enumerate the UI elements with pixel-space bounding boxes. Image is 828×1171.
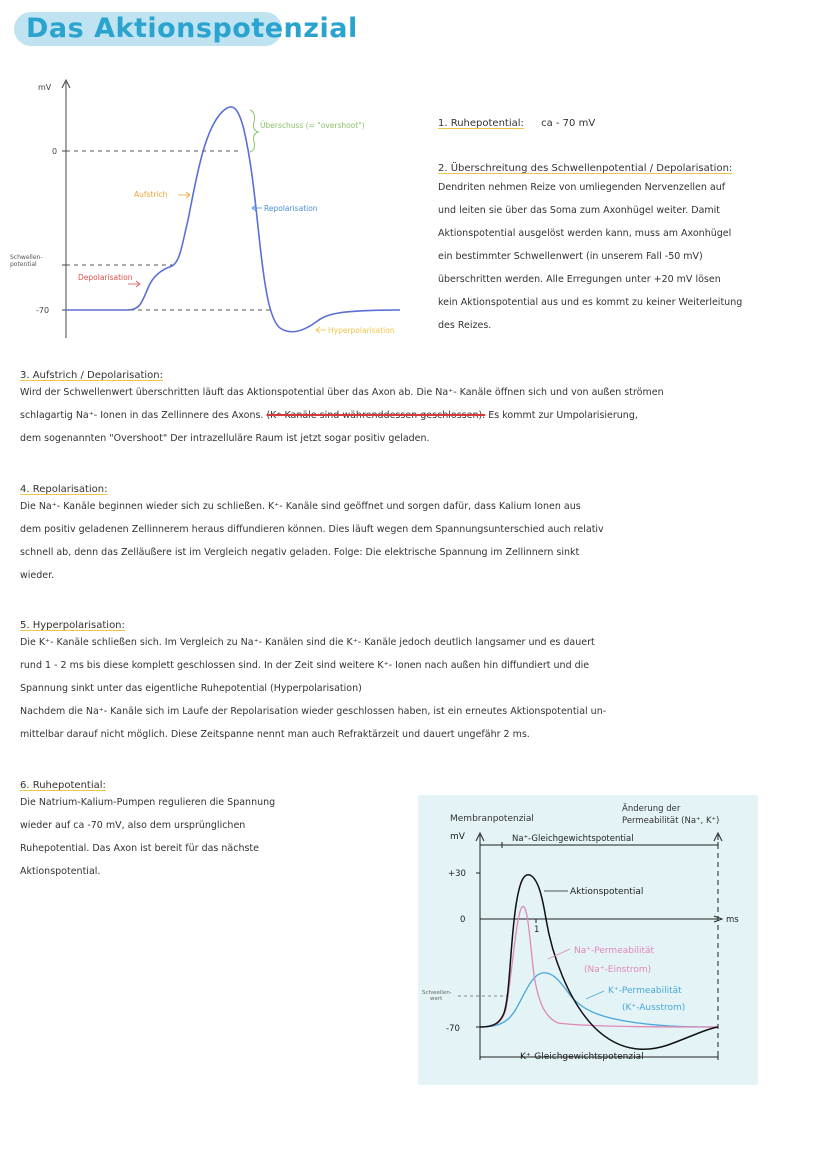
- chart2-label-membran: Membranpotenzial: [450, 814, 534, 824]
- section-5: [20, 620, 810, 746]
- chart1-label-hyper: Hyperpolarisation: [328, 326, 395, 335]
- section-3-line-2a: schlagartig Na⁺- Ionen in das Zellinnere des Axons.: [20, 410, 264, 421]
- chart1-tick-70: -70: [36, 306, 50, 315]
- chart2-label-na-gg: Na⁺-Gleichgewichtspotential: [512, 834, 634, 844]
- section-2: [438, 163, 786, 337]
- section-3-line-2: [20, 404, 810, 427]
- chart2-xlabel: ms: [726, 915, 739, 925]
- section-4-line: schnell ab, denn das Zelläußere ist im Vergleich negativ geladen. Folge: Die elektrische Spannung im Zellinnern sinkt: [20, 547, 580, 558]
- permeability-chart: [418, 795, 758, 1085]
- section-4-heading: 4. Repolarisation:: [20, 484, 108, 495]
- section-2-line: überschritten werden. Alle Erregungen unter +20 mV lösen: [438, 274, 721, 285]
- chart1-label-aufstrich: Aufstrich: [134, 190, 168, 199]
- section-5-heading: 5. Hyperpolarisation:: [20, 620, 125, 631]
- section-3-heading: 3. Aufstrich / Depolarisation:: [20, 370, 163, 381]
- chart1-tick-schwelle-l1: Schwellen-: [10, 254, 43, 261]
- section-1-heading: 1. Ruhepotential:: [438, 118, 524, 129]
- chart2-tick-30: +30: [448, 869, 466, 879]
- chart2-label-k-gg: K⁺-Gleichgewichtspotenzial: [520, 1052, 644, 1062]
- chart2-tick-1: 1: [534, 925, 540, 935]
- chart1-label-overshoot: Überschuss (= "overshoot"): [260, 121, 365, 130]
- chart2-label-aenderung-l1: Änderung der: [622, 804, 681, 814]
- chart2-tick-0: 0: [460, 915, 466, 925]
- chart2-k-curve: [480, 973, 718, 1027]
- section-5-line: Spannung sinkt unter das eigentliche Ruhepotential (Hyperpolarisation): [20, 683, 362, 694]
- chart2-label-ap: Aktionspotential: [570, 887, 644, 897]
- section-2-line: kein Aktionspotential aus und es kommt zu keiner Weiterleitung: [438, 297, 743, 308]
- chart1-tick-schwelle-l2: potential: [10, 261, 37, 268]
- section-4: [20, 484, 810, 587]
- chart1-ylabel: mV: [38, 83, 52, 92]
- section-4-line: dem positiv geladenen Zellinnerem heraus diffundieren können. Dies läuft wegen dem Spannungsunterschied auch relativ: [20, 524, 604, 535]
- section-3-line: dem sogenannten "Overshoot" Der intrazelluläre Raum ist jetzt sogar positiv geladen.: [20, 433, 430, 444]
- section-4-line: wieder.: [20, 570, 55, 581]
- section-2-line: Aktionspotential ausgelöst werden kann, muss am Axonhügel: [438, 228, 732, 239]
- section-6-heading: 6. Ruhepotential:: [20, 780, 106, 791]
- section-2-line: Dendriten nehmen Reize von umliegenden Nervenzellen auf: [438, 182, 726, 193]
- action-potential-chart: [0, 70, 420, 350]
- chart2-tick-schwelle-l1: Schwellen-: [422, 990, 452, 996]
- chart2-label-aenderung-l2: Permeabilität (Na⁺, K⁺): [622, 816, 720, 826]
- section-5-line: Die K⁺- Kanäle schließen sich. Im Vergleich zu Na⁺- Kanälen sind die K⁺- Kanäle jedoch deutlich langsamer und es dauert: [20, 637, 595, 648]
- section-2-heading: 2. Überschreitung des Schwellenpotential / Depolarisation:: [438, 163, 733, 174]
- section-2-line: ein bestimmter Schwellenwert (in unserem Fall -50 mV): [438, 251, 703, 262]
- section-6-line: Die Natrium-Kalium-Pumpen regulieren die Spannung: [20, 797, 276, 808]
- section-1: [438, 118, 595, 129]
- chart1-label-repol: Repolarisation: [264, 204, 318, 213]
- section-6-line: Ruhepotential. Das Axon ist bereit für das nächste: [20, 843, 259, 854]
- chart1-label-depol: Depolarisation: [78, 273, 133, 282]
- section-6: [20, 780, 346, 883]
- chart2-label-na-ein: (Na⁺-Einstrom): [584, 965, 652, 975]
- chart2-label-k-perm: K⁺-Permeabilität: [608, 986, 682, 996]
- section-3-struck-text: (K⁺ Kanäle sind währenddessen geschlossen).: [266, 410, 486, 421]
- section-4-line: Die Na⁺- Kanäle beginnen wieder sich zu schließen. K⁺- Kanäle sind geöffnet und sorgen dafür, dass Kalium Ionen aus: [20, 501, 581, 512]
- chart2-ap-curve: [480, 875, 718, 1050]
- chart2-label-k-aus: (K⁺-Ausstrom): [622, 1003, 686, 1013]
- section-5-line: Nachdem die Na⁺- Kanäle sich im Laufe der Repolarisation wieder geschlossen haben, ist ein erneutes Aktionspotential un-: [20, 706, 607, 717]
- section-2-line: und leiten sie über das Soma zum Axonhügel weiter. Damit: [438, 205, 721, 216]
- chart2-ylabel: mV: [450, 832, 465, 842]
- chart1-tick-0: 0: [52, 147, 58, 156]
- section-2-line: des Reizes.: [438, 320, 492, 331]
- section-6-line: wieder auf ca -70 mV, also dem ursprünglichen: [20, 820, 246, 831]
- chart2-tick-70: -70: [446, 1024, 460, 1034]
- page-title: Das Aktionspotenzial: [26, 13, 358, 44]
- chart2-label-na-perm: Na⁺-Permeabilität: [574, 946, 655, 956]
- section-1-value: ca - 70 mV: [541, 118, 596, 129]
- section-5-line: mittelbar darauf nicht möglich. Diese Zeitspanne nennt man auch Refraktärzeit und dauert ungefähr 2 ms.: [20, 729, 530, 740]
- chart2-tick-schwelle-l2: wert: [430, 996, 443, 1002]
- section-6-line: Aktionspotential.: [20, 866, 101, 877]
- section-3: [20, 370, 810, 450]
- chart1-curve: [66, 107, 400, 332]
- chart1-overshoot-brace: [250, 110, 258, 152]
- section-5-line: rund 1 - 2 ms bis diese komplett geschlossen sind. In der Zeit sind weitere K⁺- Ionen nach außen hin diffundiert und die: [20, 660, 590, 671]
- section-3-line: Wird der Schwellenwert überschritten läuft das Aktionspotential über das Axon ab. Die Na⁺- Kanäle öffnen sich und von außen strömen: [20, 387, 664, 398]
- section-3-line-2b: Es kommt zur Umpolarisierung,: [488, 410, 638, 421]
